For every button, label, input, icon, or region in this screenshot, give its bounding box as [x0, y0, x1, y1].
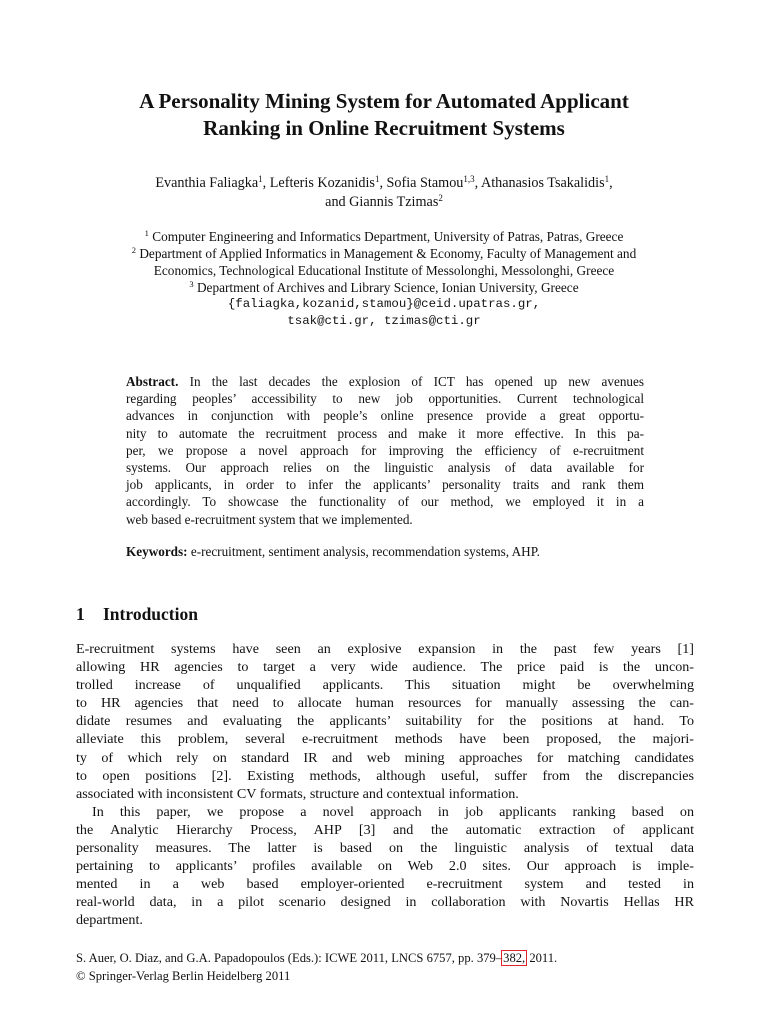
title-line-1: A Personality Mining System for Automated Applicant: [139, 89, 629, 113]
body-line: allowing HR agencies to target a very wide audience. The price paid is the uncon-: [76, 659, 694, 676]
section-title: Introduction: [103, 604, 198, 624]
section-heading: [76, 602, 198, 626]
affiliation-2: [60, 245, 708, 262]
body-line: alleviate this problem, several e-recruitment methods have been proposed, the majori-: [76, 731, 694, 748]
author-name: Lefteris Kozanidis: [269, 175, 375, 191]
section-number: 1: [76, 604, 85, 624]
affiliation-2-cont: Economics, Technological Educational Institute of Messolonghi, Messolonghi, Greece: [153, 263, 615, 278]
author-name: Evanthia Faliagka: [155, 175, 259, 191]
abstract-line: job applicants, in order to infer the applicants’ personality traits and rank them: [126, 477, 644, 493]
author-affiliation-mark: 1: [374, 174, 380, 184]
affiliation-3: [60, 279, 708, 296]
keywords: [126, 543, 686, 560]
author-name: Athanasios Tsakalidis: [480, 175, 605, 191]
body-line: associated with inconsistent CV formats, structure and contextual information.: [76, 785, 519, 802]
body-line: to open positions [2]. Existing methods, although useful, suffer from the discrepancies: [76, 767, 694, 784]
citation-line: [76, 950, 557, 968]
copyright-line: © Springer-Verlag Berlin Heidelberg 2011: [76, 968, 291, 983]
abstract-label: Abstract.: [126, 374, 179, 389]
abstract-line: [126, 373, 644, 390]
page-range-link[interactable]: 382,: [503, 951, 526, 965]
abstract-line: advances in conjunction with people’s online presence provide a great opportu-: [126, 408, 644, 424]
author-affiliation-mark: 2: [438, 193, 443, 203]
body-line: didate resumes and evaluating the applicants’ suitability for the positions at hand. To: [76, 713, 694, 730]
affiliation-text: Department of Archives and Library Science, Ionian University, Greece: [196, 280, 579, 295]
abstract-line: web based e-recruitment system that we implemented.: [126, 511, 413, 527]
body-line: personality measures. The latter is based on the linguistic analysis of textual data: [76, 840, 694, 857]
body-line: ty of which rely on standard IR and web mining approaches for matching candidates: [76, 749, 694, 766]
publication-footer: [76, 950, 557, 985]
body-text: [76, 640, 694, 930]
body-line: trolled increase of unqualified applicants. This situation might be overwhelming: [76, 677, 694, 694]
body-line: real-world data, in a pilot scenario designed in collaboration with Novartis Hellas HR: [76, 894, 694, 911]
author-name: and Giannis Tzimas: [325, 194, 439, 210]
affiliation-text: Computer Engineering and Informatics Department, University of Patras, Patras, Greece: [152, 229, 624, 244]
author-affiliation-mark: 1: [258, 174, 263, 184]
abstract: [126, 373, 644, 528]
email-line-2: tsak@cti.gr, tzimas@cti.gr: [287, 314, 481, 328]
body-line: department.: [76, 912, 143, 929]
paper-title: [40, 88, 728, 142]
abstract-line: regarding peoples’ accessibility to new job opportunities. Current technological: [126, 391, 644, 407]
body-line: the Analytic Hierarchy Process, AHP [3] and the automatic extraction of applicant: [76, 821, 694, 838]
author-list: Evanthia Faliagka$^1$, Lefteris Kozanidis$^1$, Sofia Stamou$^{1,3}$, Athanasios Tsakalidis$^1$, and Giannis Tzimas$^2$: [155, 174, 613, 210]
author-affiliation-mark: 1,3: [463, 174, 475, 184]
affiliation-1: [60, 228, 708, 245]
abstract-line: accordingly. To showcase the functionality of our method, we employed it in a: [126, 494, 644, 510]
author-affiliation-mark: 1: [604, 174, 610, 184]
author-name: Sofia Stamou: [386, 175, 464, 191]
citation-year: 2011.: [526, 951, 558, 965]
abstract-text: In the last decades the explosion of ICT has opened up new avenues: [189, 374, 644, 389]
affiliation-list: [60, 228, 708, 330]
email-line-1: {faliagka,kozanid,stamou}@ceid.upatras.gr,: [227, 297, 541, 311]
body-line: pertaining to applicants’ profiles available on Web 2.0 sites. Our approach is imple-: [76, 858, 694, 875]
body-line: E-recruitment systems have seen an explosive expansion in the past few years [1]: [76, 641, 694, 657]
citation-text: S. Auer, O. Diaz, and G.A. Papadopoulos (Eds.): ICWE 2011, LNCS 6757, pp. 379–: [76, 951, 503, 965]
body-line: mented in a web based employer-oriented e-recruitment system and tested in: [76, 876, 694, 893]
body-line: to HR agencies that need to allocate human resources for manually assessing the can-: [76, 695, 694, 712]
title-line-2: Ranking in Online Recruitment Systems: [203, 116, 565, 140]
keywords-label: Keywords:: [126, 544, 188, 559]
abstract-line: systems. Our approach relies on the linguistic analysis of data available for: [126, 460, 644, 476]
abstract-line: per, we propose a novel approach for improving the efficiency of e-recruitment: [126, 442, 644, 458]
body-line: In this paper, we propose a novel approach in job applicants ranking based on: [92, 803, 694, 820]
affiliation-mark: 2: [131, 245, 136, 255]
abstract-line: nity to automate the recruitment process and make it more effective. In this pa-: [126, 425, 644, 441]
keywords-text: e-recruitment, sentiment analysis, recommendation systems, AHP.: [190, 544, 540, 559]
affiliation-text: Department of Applied Informatics in Management & Economy, Faculty of Management and: [139, 246, 637, 261]
affiliation-mark: 3: [189, 279, 194, 289]
affiliation-mark: 1: [144, 228, 149, 238]
